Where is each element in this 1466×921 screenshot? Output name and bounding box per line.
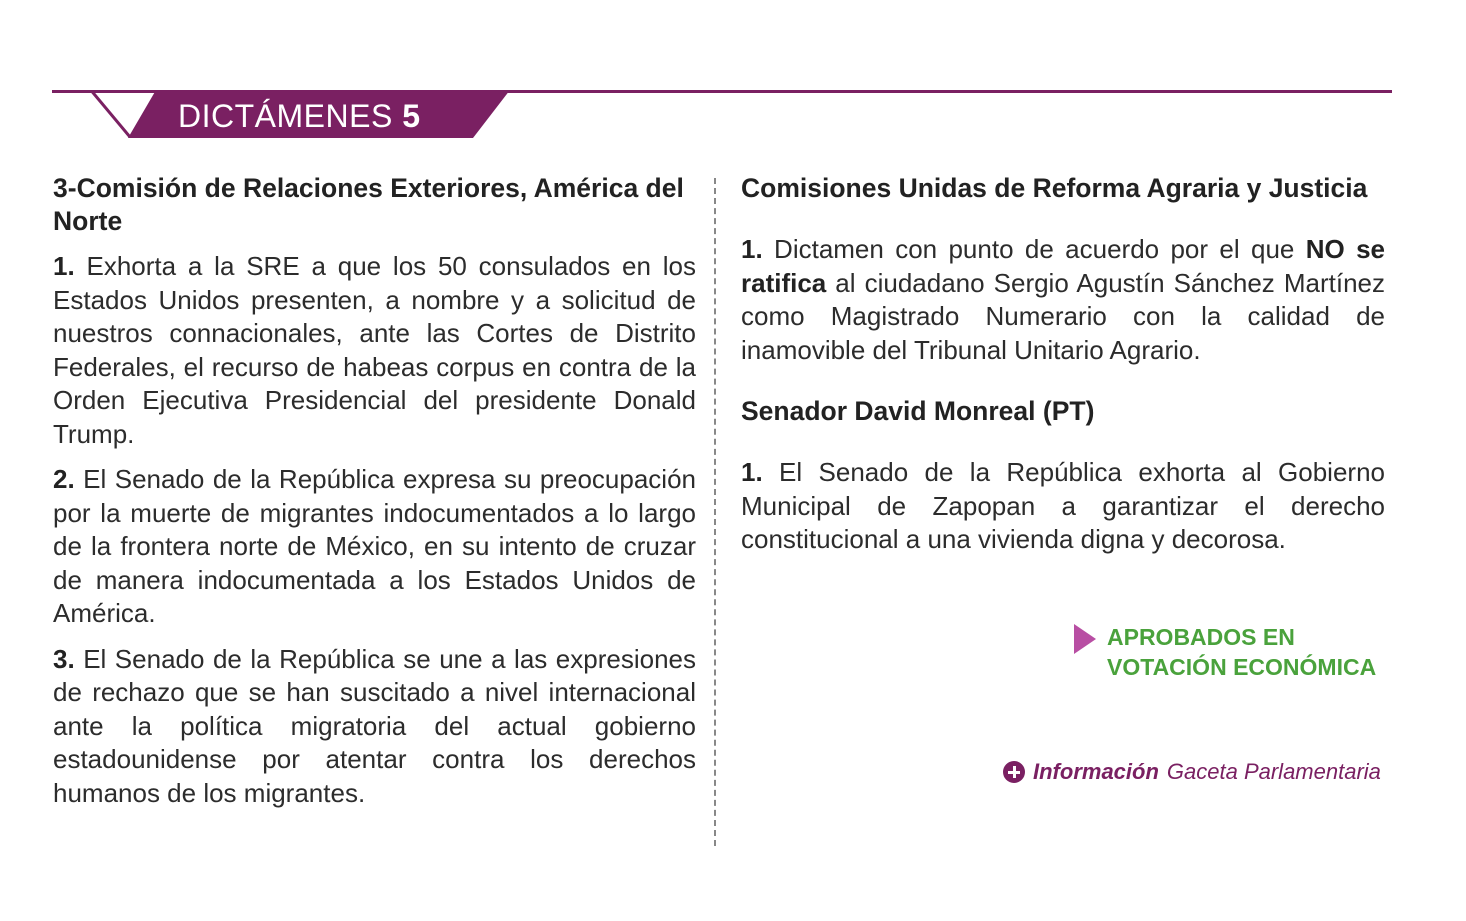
status-line-2: VOTACIÓN ECONÓMICA (1107, 654, 1377, 680)
left-column (53, 172, 696, 810)
right-heading-1: Comisiones Unidas de Reforma Agraria y Justicia (741, 173, 1368, 203)
section-number: 5 (402, 98, 421, 134)
right-item-1 (741, 233, 1385, 367)
play-arrow-icon (1074, 624, 1096, 654)
right-heading-2: Senador David Monreal (PT) (741, 396, 1095, 426)
item-emphasis: NO se ratifica (741, 234, 1385, 298)
right-item-2 (741, 456, 1385, 557)
item-number: 1. (741, 457, 763, 487)
left-item-2 (53, 463, 696, 631)
item-text: Exhorta a la SRE a que los 50 consulados en los Estados Unidos presenten, a nombre y a solicitud de nuestros connacionales, ante las Cortes de Distrito Federales, el recurso de habeas corpus en contra de la Orden Ejecutiva Presidencial del presidente Donald Trump. (53, 251, 696, 449)
header-notch-decoration (52, 90, 142, 140)
left-item-1 (53, 250, 696, 451)
info-source (1003, 757, 1381, 787)
status-line-1: APROBADOS EN (1107, 624, 1295, 650)
column-divider (714, 178, 716, 846)
item-number: 1. (741, 234, 763, 264)
item-number: 3. (53, 643, 75, 674)
item-text: Dictamen con punto de acuerdo por el que (762, 234, 1306, 264)
section-title (178, 96, 420, 136)
item-text: El Senado de la República se une a las expresiones de rechazo que se han suscitado a nivel internacional ante la política migratoria del actual gobierno estadounidense por atentar contra los derechos humanos de los migrantes. (53, 643, 696, 808)
info-source-name: Gaceta Parlamentaria (1166, 759, 1381, 784)
right-column (741, 172, 1385, 557)
info-label: Información (1033, 759, 1159, 784)
item-text: El Senado de la República expresa su preocupación por la muerte de migrantes indocumentados a lo largo de la frontera norte de México, en su intento de cruzar de manera indocumentada a los Estados Unidos de América. (53, 464, 696, 628)
left-heading: 3-Comisión de Relaciones Exteriores, América del Norte (53, 173, 684, 236)
item-text: El Senado de la República exhorta al Gobierno Municipal de Zapopan a garantizar el derecho constitucional a una vivienda digna y decorosa. (741, 457, 1385, 554)
section-title-text: DICTÁMENES (178, 98, 393, 134)
item-text: al ciudadano Sergio Agustín Sánchez Martínez como Magistrado Numerario con la calidad de inamovible del Tribunal Unitario Agrario. (741, 267, 1385, 365)
status-text (1107, 622, 1376, 682)
plus-circle-icon (1003, 761, 1025, 783)
left-item-3 (53, 643, 696, 811)
item-number: 1. (53, 251, 75, 281)
item-number: 2. (53, 464, 75, 494)
